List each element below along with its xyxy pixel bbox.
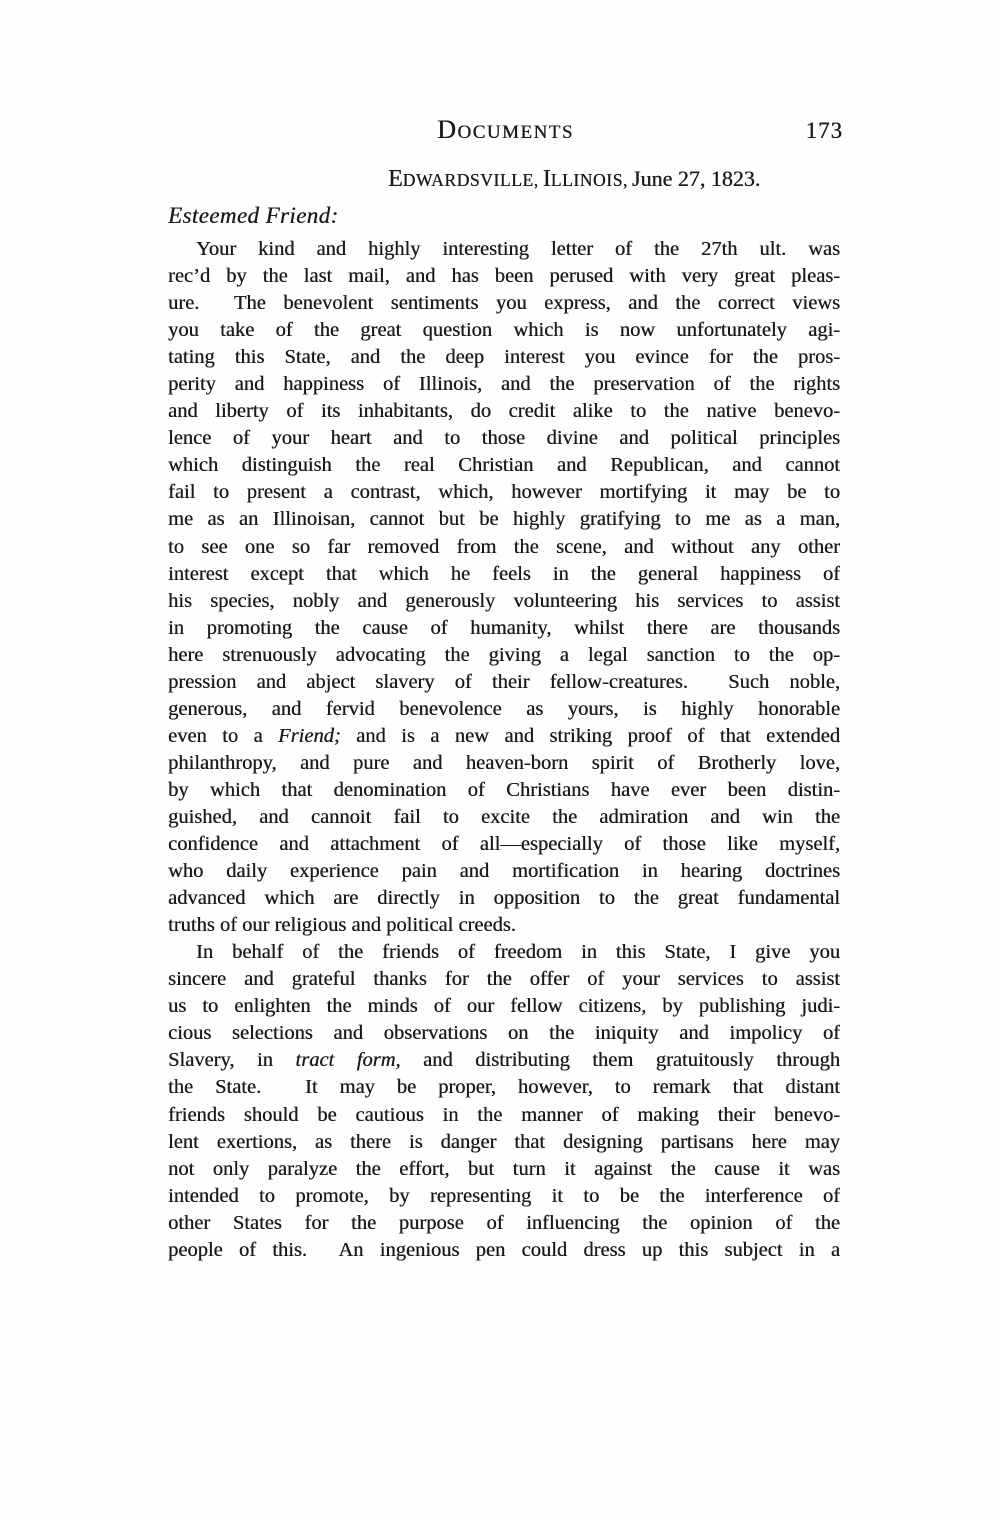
text-segment: Your kind and highly interesting letter of the 27th ult. was [196,238,840,260]
text-line [168,1102,840,1129]
text-line [168,1237,840,1264]
text-segment: and distributing them gratuitously through [400,1049,840,1072]
text-line [168,966,840,993]
text-segment: by which that denomination of Christians have ever been distin- [168,778,840,801]
text-line [168,1020,840,1047]
text-line [168,1129,840,1156]
text-line [168,506,840,533]
dateline-place2-initial: I [542,166,551,192]
text-segment: advanced which are directly in opposition to the great fundamental [168,887,840,910]
text-segment: here strenuously advocating the giving a legal sanction to the op- [168,643,840,666]
text-line [168,750,840,777]
text-segment: friends should be cautious in the manner of making their benevo- [168,1103,840,1126]
text-segment: tating this State, and the deep interest you evince for the pros- [168,346,840,369]
text-line [168,885,840,912]
text-line [168,290,840,317]
text-line [168,993,840,1020]
text-segment: not only paralyze the effort, but turn it against the cause it was [168,1157,840,1180]
text-line [168,398,840,425]
dateline-place1-initial: E [388,166,403,192]
text-line [168,615,840,642]
text-segment: rec’d by the last mail, and has been perused with very great pleas- [168,265,840,288]
text-line [168,1156,840,1183]
text-segment: philanthropy, and pure and heaven-born spirit of Brotherly love, [168,751,840,774]
text-line [168,425,840,452]
page-header [168,117,843,149]
text-line [168,1074,840,1101]
text-segment: in promoting the cause of humanity, whilst there are thousands [168,616,840,639]
text-line [168,371,840,398]
text-segment: his species, nobly and generously volunteering his services to assist [168,589,840,612]
text-segment: and liberty of its inhabitants, do credit alike to the native benevo- [168,400,840,423]
text-segment: and is a new and striking proof of that extended [340,724,840,747]
text-segment: truths of our religious and political creeds. [168,914,516,937]
running-head-initial: D [437,115,458,144]
text-segment: cious selections and observations on the iniquity and impolicy of [168,1022,840,1045]
salutation: Esteemed Friend: [168,203,339,228]
text-line [168,669,840,696]
text-line [168,642,840,669]
text-segment: Slavery, in [168,1049,296,1072]
text-segment: ure. The benevolent sentiments you express, and the correct views [168,292,840,315]
text-line [168,723,840,750]
dateline-place1-smallcaps: DWARDSVILLE, [402,170,539,190]
text-line [168,777,840,804]
text-segment: sincere and grateful thanks for the offer of your services to assist [168,968,840,991]
text-segment: to see one so far removed from the scene, and without any other [168,535,840,558]
text-line [168,804,840,831]
text-segment: confidence and attachment of all—especially of those like myself, [168,833,840,856]
text-segment: other States for the purpose of influencing the opinion of the [168,1211,840,1234]
text-line [168,317,840,344]
text-segment: even to a [168,724,279,747]
text-line [168,1183,840,1210]
text-segment: fail to present a contrast, which, however mortifying it may be to [168,481,840,504]
text-line [168,858,840,885]
text-segment: lent exertions, as there is danger that designing partisans here may [168,1130,840,1153]
letter-body [168,236,840,1264]
text-segment: generous, and fervid benevolence as yours, is highly honorable [168,697,840,720]
running-head-title [168,117,843,146]
text-segment: guished, and cannoit fail to excite the admiration and win the [168,805,840,828]
text-segment: which distinguish the real Christian and Republican, and cannot [168,454,840,477]
running-head-smallcaps: OCUMENTS [457,122,574,143]
text-segment: us to enlighten the minds of our fellow citizens, by publishing judi- [168,995,840,1018]
page-number: 173 [805,118,843,143]
text-segment: me as an Illinoisan, cannot but be highly gratifying to me as a man, [168,508,840,531]
text-segment: people of this. An ingenious pen could dress up this subject in a [168,1238,840,1261]
text-segment: who daily experience pain and mortification in hearing doctrines [168,860,840,883]
text-segment: interest except that which he feels in the general happiness of [168,562,840,585]
dateline-place2-smallcaps: LLINOIS, [550,170,628,190]
text-line [168,236,840,263]
dateline [388,166,760,193]
text-line [168,452,840,479]
text-line [168,479,840,506]
text-line [168,344,840,371]
text-line [168,939,840,966]
text-line [168,1210,840,1237]
text-line [168,588,840,615]
text-segment: lence of your heart and to those divine and political principles [168,427,840,450]
italic-text-segment: tract form, [295,1049,401,1072]
text-line [168,534,840,561]
text-segment: you take of the great question which is now unfortunately agi- [168,319,840,342]
text-line [168,696,840,723]
italic-text-segment: Friend; [278,724,341,747]
dateline-date: June 27, 1823. [631,166,761,191]
text-line [168,1047,840,1074]
text-line [168,561,840,588]
text-line [168,912,840,939]
text-line [168,831,840,858]
text-segment: the State. It may be proper, however, to remark that distant [168,1076,840,1099]
text-segment: pression and abject slavery of their fellow-creatures. Such noble, [168,670,840,693]
text-segment: perity and happiness of Illinois, and the preservation of the rights [168,373,840,396]
text-line [168,263,840,290]
text-segment: In behalf of the friends of freedom in this State, I give you [196,941,840,964]
text-segment: intended to promote, by representing it to be the interference of [168,1184,840,1207]
